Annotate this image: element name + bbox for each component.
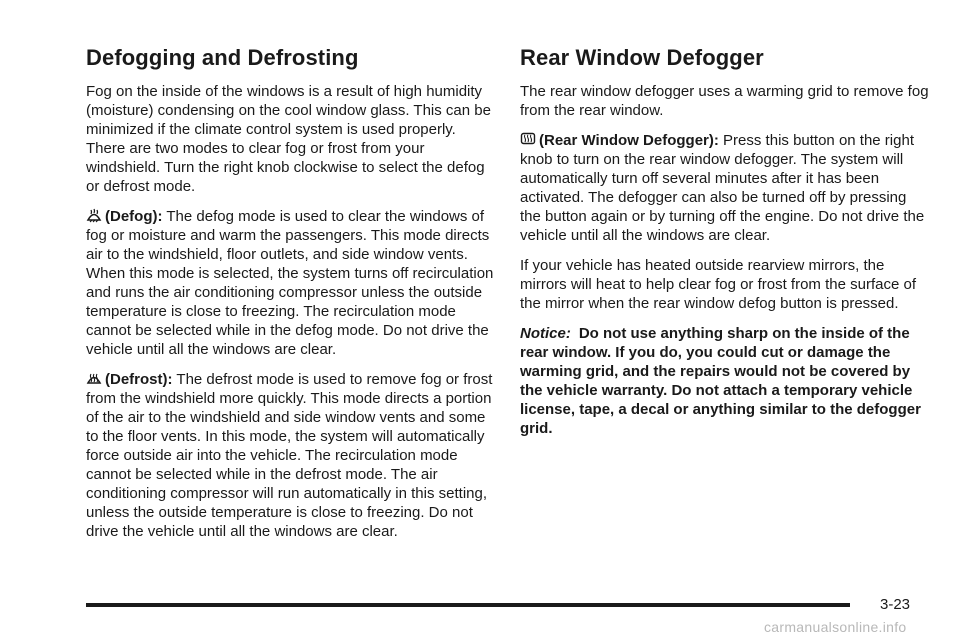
defog-term: (Defog): xyxy=(105,208,163,225)
left-column xyxy=(86,44,496,552)
footer-rule xyxy=(86,603,850,607)
defog-icon xyxy=(86,208,102,223)
notice-paragraph xyxy=(520,324,930,438)
rear-defogger-icon xyxy=(520,132,536,147)
heated-mirrors-paragraph: If your vehicle has heated outside rearview mirrors, the mirrors will heat to help clear fog or frost from the surface of the mirror when the rear window defog button is pressed. xyxy=(520,257,916,312)
defrost-text: The defrost mode is used to remove fog or frost from the windshield more quickly. This mode directs a portion of the air to the windshield and side window vents and some to the floor vents. In this mode, the system will automatically force outside air into the vehicle. The recirculation mode cannot be selected while in the defrost mode. The air conditioning compressor will run automatically in this setting, unless the outside temperature is close to freezing. Do not drive the vehicle until all the windows are clear. xyxy=(86,371,493,540)
defrost-paragraph xyxy=(86,370,496,541)
page-number: 3-23 xyxy=(880,596,911,613)
defog-text: The defog mode is used to clear the windows of fog or moisture and warm the passengers. This mode directs air to the windshield, floor outlets, and side window vents. When this mode is selected, the system turns off recirculation and runs the air conditioning compressor unless the outside temperature is close to freezing. The recirculation mode cannot be selected while in the defog mode. Do not drive the vehicle until all the windows are clear. xyxy=(86,208,494,358)
defrost-term: (Defrost): xyxy=(105,371,173,388)
section-heading-rear-defogger: Rear Window Defogger xyxy=(520,45,764,70)
watermark: carmanualsonline.info xyxy=(764,619,907,635)
defrost-icon xyxy=(86,371,102,386)
rear-defogger-term: (Rear Window Defogger): xyxy=(539,132,719,149)
notice-text: Do not use anything sharp on the inside of the rear window. If you do, you could cut or damage the warming grid, and the repairs would not be covered by the vehicle warranty. Do not attach a temporary vehicle license, tape, a decal or anything similar to the defogger grid. xyxy=(520,325,921,437)
rear-defogger-text: Press this button on the right knob to turn on the rear window defogger. The system will automatically turn off several minutes after it has been activated. The defogger can also be turned off by pressing the button again or by turning off the engine. Do not drive the vehicle until all the windows are clear. xyxy=(520,132,925,244)
notice-label: Notice: xyxy=(520,325,571,342)
right-column xyxy=(520,44,930,449)
defogging-intro: Fog on the inside of the windows is a result of high humidity (moisture) condensing on the cool window glass. This can be minimized if the climate control system is used properly. There are two modes to clear fog or frost from your windshield. Turn the right knob clockwise to select the defog or defrost mode. xyxy=(86,83,491,195)
defog-paragraph xyxy=(86,207,496,359)
rear-defogger-paragraph xyxy=(520,131,930,245)
section-heading-defogging: Defogging and Defrosting xyxy=(86,45,359,70)
rear-defogger-intro: The rear window defogger uses a warming grid to remove fog from the rear window. xyxy=(520,83,929,119)
